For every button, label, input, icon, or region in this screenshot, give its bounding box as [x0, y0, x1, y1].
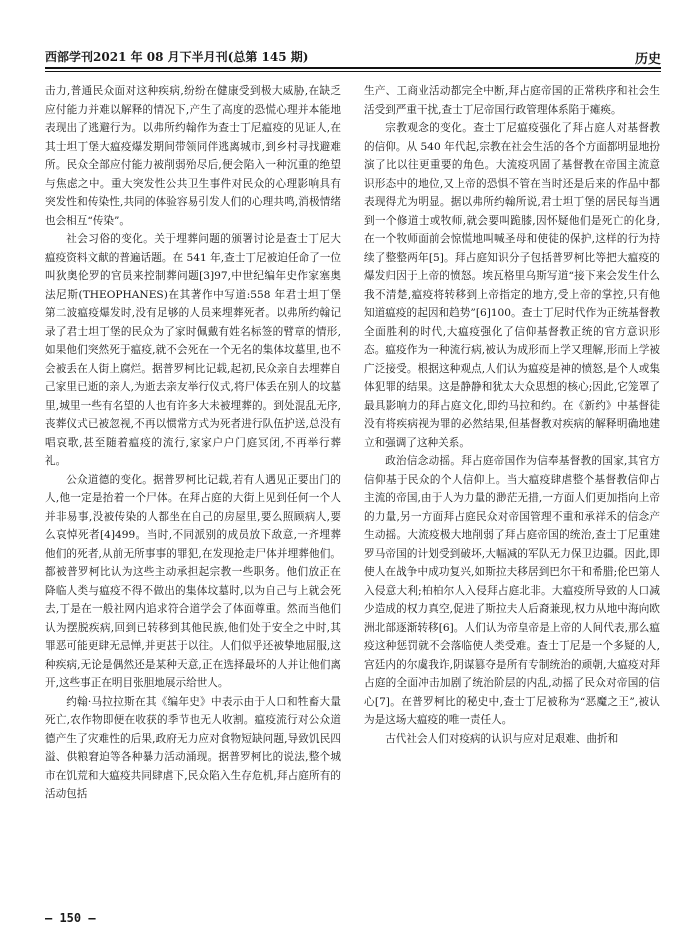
journal-issue-line [45, 48, 308, 65]
header-rule-thin [45, 71, 661, 72]
paragraph: 古代社会人们对疫病的认识与应对足艰难、曲折和 [385, 732, 619, 745]
paragraph: 宗教观念的变化。查士丁尼瘟疫强化了拜占庭人对基督教的信仰。从 540 年代起,宗教在社会生活的各个方面都明显地扮演了比以往更重要的角色。大流疫巩固了基督教在帝国主流意识形态中的地位,又上帝的恐惧不管在当时还是后来的作品中都表现得尤为明显。据以弗所约翰所说,君士坦丁堡的居民每当遇到一个修道士或牧师,就会要叫跪膝,因怀疑他们是死亡的化身,在一个牧师面前会惊慌地叫喊圣母和使徒的保护,这样的行为持续了整整两年[5]。拜占庭知识分子包括普罗柯比等把大瘟疫的爆发归因于上帝的愤怒。埃瓦格里乌斯写道“接下来会发生什么我不清楚,瘟疫将转移到上帝指定的地方,受上帝的掌控,只有他知道瘟疫的起因和趋势”[6]100。查士丁尼时代作为正统基督教全面胜利的时代,大瘟疫强化了信仰基督教正统的官方意识形态。瘟疫作为一种流行病,被认为成形而上学又理解,形而上学被广泛接受。根据这种观点,人们认为瘟疫是神的愤怒,是个人或集体犯罪的结果。这是静静和犹太大众思想的核心;因此,它笼罩了最具影响力的拜占庭文化,即约马拉和约。在《新约》中基督徒没有将疾病视为罪的必然结果,但基督教对疾病的解释明确地建立和强调了这种关系。 [364, 122, 660, 449]
paragraph: 政治信念动摇。拜占庭帝国作为信奉基督教的国家,其官方信仰基于民众的个人信仰上。当大瘟疫肆虐整个基督教信仰占主流的帝国,由于人为力量的渺茫无措,一方面人们更加指向上帝的力量,另一方面拜占庭民众对帝国管理不重和承祥禾的信念产生动摇。大流疫极大地削弱了拜占庭帝国的统治,查士丁尼重建罗马帝国的计划受到破坏,大幅减的军队无力保卫边疆。因此,即使人在战争中成功复兴,如斯拉夫移居到巴尔干和希腊;伦巴第人入侵意大利;柏柏尔人入侵拜占庭北非。大瘟疫所导致的人口减少造成的权力真空,促进了斯拉夫人后裔兼现,权力从地中海向欧洲北部逐渐转移[6]。人们认为帝皇帝是上帝的人间代表,那么瘟疫这种惩罚就不会落临使人类受难。查士丁尼是一个多疑的人,宫廷内的尔虞我诈,阴谋篡夺是所有专制统治的顽朝,大瘟疫对拜占庭的全面冲击加剧了统治阶层的内乱,动摇了民众对帝国的信心[7]。在普罗柯比的秘史中,查士丁尼被称为“恶魔之王”,被认为是这场大瘟疫的唯一责任人。 [364, 455, 660, 726]
journal-name: 西部学刊 [45, 50, 94, 64]
running-header [45, 48, 661, 66]
paragraph: 约翰·马拉拉斯在其《编年史》中表示由于人口和牲畜大量死亡,农作物即便在收获的季节也无人收割。瘟疫流行对公众道德产生了灾难性的后果,政府无力应对食物短缺问题,导致饥民四溢、供粮窘迫等各种暴力活动涌现。据普罗柯比的说法,整个城市在饥荒和大瘟疫共同肆虐下,民众陷入生存危机,拜占庭所有的活动包括 [45, 695, 341, 800]
section-name: 历史 [634, 52, 661, 67]
paragraph: 社会习俗的变化。关于埋葬问题的颁署讨论是查士丁尼大瘟疫资料文献的普遍话题。在 541 年,查士丁尼被迫任命了一位叫狄奥伦罗的官员来控制葬问题[3]97,中世纪编年史作家塞奥法尼斯(THEOPHANES)在其著作中写道:558 年君士坦丁堡第二波瘟疫爆发时,没有足够的人员来埋葬死者。以弗所约翰记录了君士坦丁堡的民众为了家时佩戴有姓名标签的臂章的情形,如果他们突然死于瘟疫,就不会死在一个无名的集体坟墓里,也不会被丢在人街上腐烂。据普罗柯比记载,起初,民众亲自去埋葬自己家里已逝的亲人,为逝去亲友举行仪式,将尸体丢在别人的坟墓里,城里一些有名望的人也有许多大未被埋葬的。到处混乱无序,丧葬仪式已被忽视,不再以惯常方式为死者进行队伍护送,总没有唱哀歌,甚至随着瘟疫的流行,家家户户门庭冥闭,不再举行葬礼。 [45, 233, 341, 467]
paragraph: 公众道德的变化。据普罗柯比记载,若有人遇见正要出门的人,他一定是抬着一个尸体。在拜占庭的大街上见到任何一个人并非易事,没被传染的人都坐在自己的房屋里,要么照顾病人,要么哀悼死者[4]499。当时,不同派别的成员放下敌意,一齐埋葬他们的死者,从前无所事事的罪犯,在发现抢走尸体并埋葬他们。都被普罗柯比认为这些主动承担起宗教一些职务。他们放正在降临人类与瘟疫不得不做出的集体坟墓时,以为自己与上就会死去,丁是在一般社网内追求符合道学会了体面尊重。然而当他们认为摆脱疾病,回到已转移到其他民族,他们处于安全之中时,其罪恶可能更肆无忌惮,并更甚于以往。人们似乎还被挚地屈服,这种疾病,无论是偶然还是某种天意,正在选择最坏的人并让他们离开,这些事正在明目张胆地展示给世人。 [45, 473, 341, 689]
left-column [45, 82, 341, 897]
paragraph: 击力,普通民众面对这种疾病,纷纷在健康受到极大威胁,在缺乏应付能力并难以解释的情况下,产生了高度的恐慌心理并本能地表现出了逃避行为。以弗所约翰作为查士丁尼瘟疫的见证人,在其士坦丁堡大瘟疫爆发期间带领同伴逃离城市,到乡村寻找避难所。民众全部应付能力被削弱殆尽后,便会陷入一种沉重的绝望与焦虑之中。重大突发性公共卫生事件对民众的心理影响具有突发性和传染性,共同的体验容易引发人们的心理共鸣,消极情绪也会相互“传染”。 [45, 85, 341, 227]
header-rule [45, 67, 661, 69]
issue-info: 2021 年 08 月下半月刊(总第 145 期) [93, 50, 309, 64]
paragraph: 生产、工商业活动都完全中断,拜占庭帝国的正常秩序和社会生活受到严重干扰,查士丁尼帝国行政管理体系陷于瘫痪。 [364, 85, 660, 116]
right-column [364, 82, 660, 897]
page-number: — 150 — [45, 911, 96, 925]
